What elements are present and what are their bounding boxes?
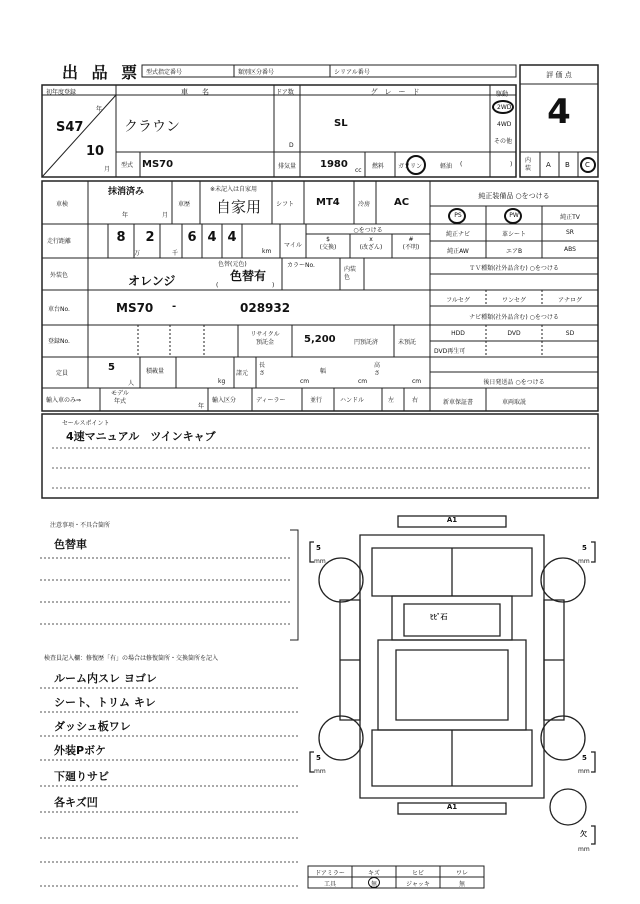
tire-fl-value: 5 [316,544,321,552]
tire-fl-mm: mm [314,558,326,565]
grade: SL [334,118,348,129]
fuel-label: 燃料 [372,163,385,170]
new-warranty: 新車保証書 [442,399,473,406]
chassis-label: 車台No. [48,306,70,313]
mileage-digit-5: 4 [227,230,237,245]
model-year-label: モデル 年式 [111,390,129,405]
recycle-unpaid: 未預託 [398,339,417,346]
car-name-label: 車 名 [181,88,209,96]
mileage-digit-2: 2 [145,230,155,245]
legend-tools-value: 無 [370,881,377,888]
sales-point-label: セールスポイント [62,420,110,427]
load-label: 積載量 [146,368,165,375]
interior-color-label: 内装色 [344,266,357,281]
sen-label: 千 [172,250,179,257]
dims-label: 諸元 [236,370,249,377]
nav-label: 純正ナビ [445,231,470,238]
drive-2wd-circle [492,100,514,114]
parallel-option: 並行 [310,397,323,404]
equip-label: 純正装備品 ○をつける [478,192,550,200]
equip-ps: PS [454,212,462,219]
year-label: 年 [96,106,103,113]
usage: 自家用 [216,198,262,216]
tv-one: ワンセグ [501,297,526,304]
swap-label: $ (交換) [319,236,337,251]
mileage-digit-4: 4 [207,230,217,245]
recycle-value: 5,200 [304,334,336,345]
tire-rr-value: 5 [582,754,587,762]
dealer-option: ディーラー [256,397,286,404]
repaint-value: 色替有 [230,269,267,283]
drive-other: その他 [494,138,513,145]
sales-point-text: 4速マニュアル ツインキャブ [66,430,216,443]
drive-label: 駆動 [496,91,509,98]
width-label: 幅 [320,368,327,375]
model: MS70 [142,159,174,170]
equip-pw: PW [509,212,519,219]
model-year-unit: 年 [198,403,205,410]
person-label: 人 [128,380,135,387]
color-label: 外装色 [50,272,69,279]
navi-dvd: DVD [507,330,521,337]
diagram-bottom-label: A1 [446,803,458,811]
circle-instruction: ○をつける [353,227,383,234]
ac-label: 冷房 [358,201,371,208]
fuel-paren-open: ( [460,161,463,168]
spare-value: 欠 [580,830,587,838]
tire-fr-value: 5 [582,544,587,552]
chassis-dash: - [172,301,177,312]
navi-hdd: HDD [451,330,465,337]
leather-label: 革シート [501,231,526,238]
notes-label: 注意事項・不具合箇所 [50,522,111,529]
width-cm: cm [358,378,368,385]
tire-rr-mm: mm [578,768,590,775]
reg-no-label: 登録No. [48,338,70,345]
legend-broken: ワレ [455,870,468,877]
tools-value-circle [368,877,380,888]
capacity-value: 5 [108,362,115,373]
capacity-label: 定員 [56,370,69,377]
model-label: 型式 [121,162,134,169]
unknown-label: # (不明) [402,236,420,251]
first-reg-month: 10 [86,144,105,159]
legend-jack-value: 無 [458,881,465,888]
mileage-digit-3: 6 [187,230,197,245]
tire-fr-mm: mm [578,558,590,565]
first-reg-label: 初年度登録 [46,89,77,96]
shift: MT4 [316,197,340,208]
dvd-play: DVD再生可 [434,348,466,355]
month-label: 月 [104,166,111,173]
recycle-unit: 円預託済 [354,339,379,346]
manual: 車両取説 [501,399,526,406]
displacement-label: 排気量 [278,163,297,170]
interior-c: C [585,161,590,169]
import-class-label: 輸入区分 [212,397,237,404]
fuel-gas: ガソリン [398,163,423,170]
interior-label: 内装 [525,157,532,172]
spare-mm: mm [578,846,590,853]
km-label: km [262,248,272,255]
inspection-month-label: 月 [162,212,169,219]
interior-c-circle [580,157,596,173]
score-label: 評 価 点 [546,71,572,79]
legend-crack: ヒビ [411,870,424,877]
equip-pw-circle [504,208,522,224]
legend-tools: 工具 [323,881,336,888]
interior-b: B [565,161,570,169]
inspection-value: 抹消済み [108,187,145,197]
displacement: 1980 [320,159,348,170]
import-label: 輸入車のみ⇒ [46,397,82,404]
roof-label: ﾋﾋﾞ石 [430,613,448,621]
recycle-label: リサイクル 預託金 [250,331,280,346]
man-label: 万 [134,250,141,257]
history-label: 車歴 [178,201,191,208]
abs-label: ABS [564,246,576,253]
height-label: 高さ [374,362,381,377]
inspector-item-6: 各キズ凹 [54,796,98,809]
chassis-prefix: MS70 [116,301,154,315]
legend-jack: ジャッキ [406,881,430,888]
color-no-label: カラーNo. [287,262,315,269]
navi-sd: SD [565,330,575,337]
airbag-label: エアB [505,248,523,255]
doors-d: D [289,142,294,149]
repaint-paren-open: ( [216,282,219,289]
color-value: オレンジ [128,274,176,288]
interior-a: A [546,161,551,169]
tire-rl-mm: mm [314,768,326,775]
grade-label: グ レ ー ド [370,88,420,96]
handle-label: ハンドル [340,397,365,404]
handle-right: 右 [412,397,419,404]
form-type-label: 型式指定番号 [146,69,183,76]
class-label: 類別区分番号 [238,69,275,76]
height-cm: cm [412,378,422,385]
inspector-label: 検査員記入欄：修復歴「有」の場合は修復箇所・交換箇所を記入 [44,655,219,662]
equip-ps-circle [448,208,466,224]
length-cm: cm [300,378,310,385]
fuel-diesel: 軽油 [440,163,453,170]
equip-tv: 純正TV [560,214,580,221]
navi-label: ナビ種類(社外品含む) ○をつける [469,314,559,321]
car-name: クラウン [124,119,180,135]
handle-left: 左 [388,397,395,404]
sr-label: SR [566,229,574,236]
serial-label: シリアル番号 [334,69,370,76]
car-diagram [310,516,595,844]
tv-full: フルセグ [446,297,470,304]
inspector-item-3: ダッシュ板ワレ [54,720,131,733]
fuel-paren-close: ) [510,161,513,168]
altered-label: x (改ざん) [359,236,383,251]
inspection-year-label: 年 [122,212,129,219]
tv-analog: アナログ [557,297,582,304]
repaint-paren-close: ) [272,282,275,289]
aw-label: 純正AW [447,248,469,255]
inspector-item-1: ルーム内スレ ヨゴレ [54,672,157,685]
fuel-gas-circle [406,155,426,175]
score-value: 4 [547,92,571,132]
usage-note: ※未記入は自家用 [210,186,258,193]
kg-label: kg [218,378,226,385]
doors-label: ドア数 [276,89,294,96]
drive-4wd: 4WD [497,121,512,128]
inspector-item-2: シート、トリム キレ [54,696,156,709]
tire-rl-value: 5 [316,754,321,762]
legend-mirror: ドアミラー [315,870,345,877]
inspector-item-4: 外装Pボケ [54,744,107,757]
mile-label: マイル [284,242,302,249]
legend-scratch: キズ [368,870,380,877]
chassis-no: 028932 [240,301,291,315]
diagram-top-label: A1 [446,516,458,524]
tv-label: ＴＶ種類(社外品含む) ○をつける [469,265,559,272]
ac: AC [394,197,410,208]
mileage-label: 走行距離 [47,238,72,245]
shift-label: シフト [276,201,295,208]
length-label: 長さ [259,362,266,377]
inspection-label: 車検 [56,201,69,208]
form-title: 出 品 票 [62,63,142,82]
inspector-item-5: 下廻りサビ [54,770,109,783]
drive-2wd: 2WD [497,104,512,111]
notes-line-1: 色替車 [54,538,87,551]
mileage-digit-1: 8 [116,230,126,245]
repaint-label: 色替(元色) [218,261,247,268]
later-label: 後日発送品 ○をつける [483,379,545,386]
cc-label: cc [355,167,362,174]
first-reg-era: S47 [56,120,84,135]
